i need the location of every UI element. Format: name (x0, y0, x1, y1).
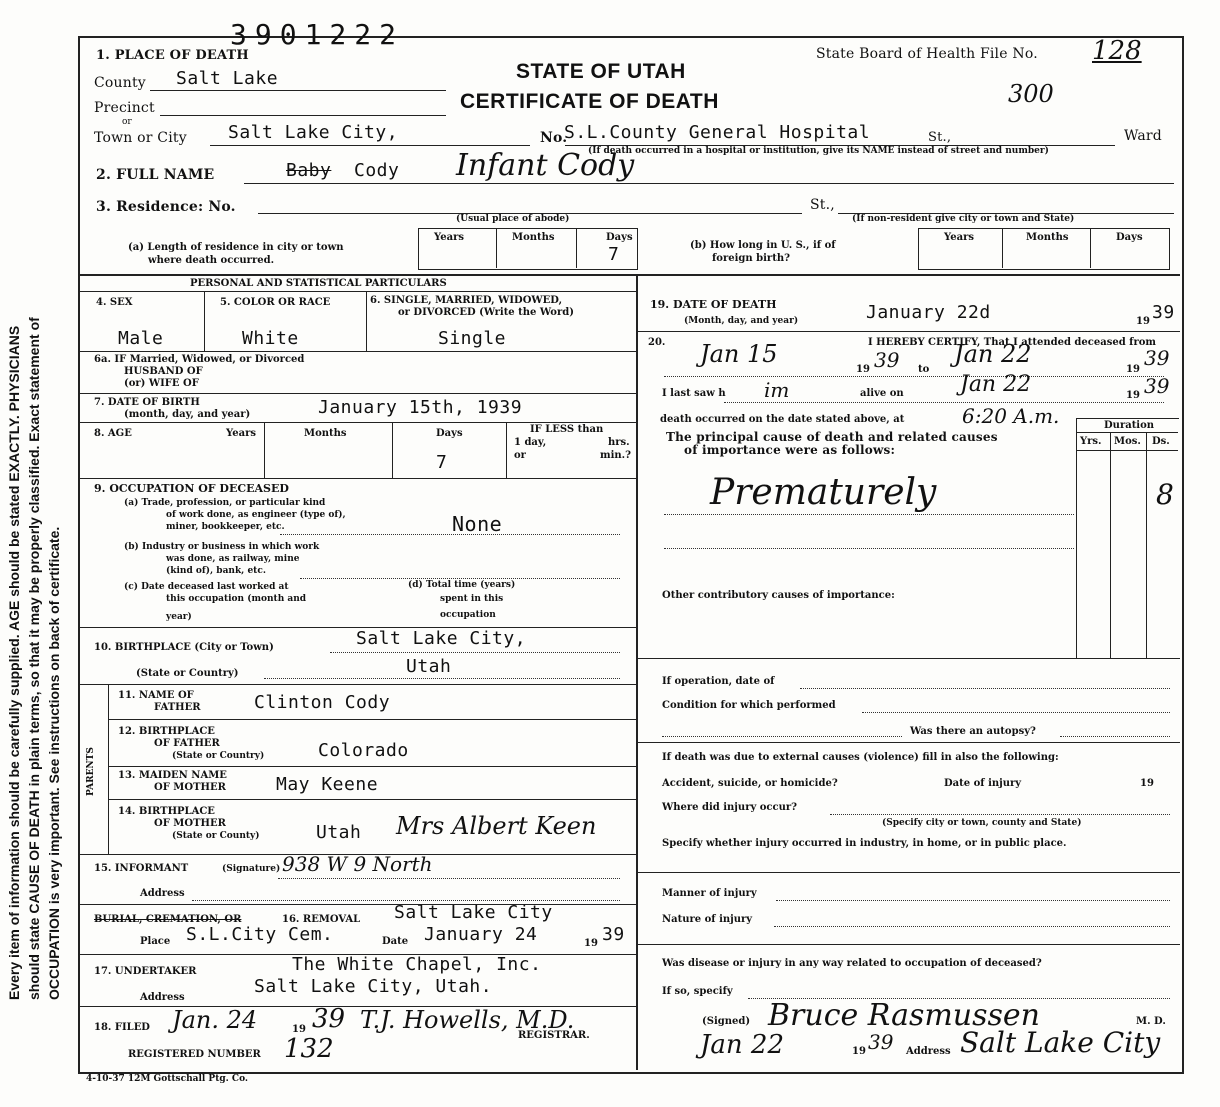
age-years-label: Years (226, 428, 257, 439)
age-days-value: 7 (436, 452, 448, 473)
attended-from-year-prefix: 19 (856, 364, 870, 375)
occupation-c-3: year) (166, 612, 192, 622)
print-line: 4-10-37 12M Gottschall Ptg. Co. (86, 1074, 249, 1084)
filed-year-prefix: 19 (292, 1024, 306, 1035)
burial-place-value: S.L.City Cem. (186, 924, 334, 945)
alive-date: Jan 22 (960, 372, 1032, 397)
mother-label: 13. MAIDEN NAME (118, 770, 227, 781)
hospital-value: S.L.County General Hospital (564, 122, 871, 143)
length-residence-label-b: where death occurred. (148, 255, 275, 266)
mother-value: May Keene (276, 774, 379, 795)
father-value: Clinton Cody (254, 692, 391, 713)
alive-label: alive on (860, 388, 904, 399)
foreign-birth-label-b: foreign birth? (712, 253, 790, 264)
occupation-c-2: this occupation (month and (166, 594, 307, 604)
undertaker-label: 17. UNDERTAKER (94, 966, 197, 977)
mother-bp-label: 14. BIRTHPLACE (118, 806, 215, 817)
physician-signature: Bruce Rasmussen (768, 998, 1040, 1033)
mother-bp-value: Utah (316, 822, 362, 843)
date-of-death-sublabel: (Month, day, and year) (684, 316, 799, 326)
foreign-birth-label: (b) How long in U. S., if of (690, 240, 836, 251)
informant-address-value: 938 W 9 North (282, 852, 433, 876)
occupation-a-2: of work done, as engineer (type of), (166, 510, 346, 520)
undertaker-value: The White Chapel, Inc. (292, 954, 542, 975)
residence-st-label: St., (810, 197, 835, 213)
cause-label: The principal cause of death and related causes (666, 430, 998, 444)
personal-section-title: PERSONAL AND STATISTICAL PARTICULARS (190, 278, 447, 289)
last-saw-value: im (764, 378, 790, 402)
mother-bp-label-b: OF MOTHER (154, 818, 226, 829)
reg-number-label: REGISTERED NUMBER (128, 1049, 261, 1060)
hospital-note: (If death occurred in a hospital or institution, give its NAME instead of street and number) (588, 146, 1049, 156)
occupation-d-3: occupation (440, 610, 496, 620)
mother-label-b: OF MOTHER (154, 782, 226, 793)
county-label: County (94, 75, 146, 91)
burial-label-struck: BURIAL, CREMATION, OR (94, 914, 242, 925)
informant-address-label: Address (140, 888, 185, 899)
informant-label: 15. INFORMANT (94, 863, 189, 874)
age-label: 8. AGE (94, 428, 132, 439)
no-label: No. (540, 130, 568, 146)
registrar-signature: T.J. Howells, M.D. (360, 1006, 575, 1034)
date-of-death-label: 19. DATE OF DEATH (650, 298, 777, 311)
attended-to-year-prefix: 19 (1126, 364, 1140, 375)
or-small-label: or (514, 450, 526, 461)
birthplace-label: 10. BIRTHPLACE (City or Town) (94, 642, 274, 653)
one-day-label: 1 day, (514, 437, 547, 448)
cause-value: Prematurely (710, 472, 937, 513)
undertaker-address-label: Address (140, 992, 185, 1003)
ward-label: Ward (1124, 128, 1162, 144)
occupation-a-1: (a) Trade, profession, or particular kind (124, 498, 326, 508)
side-instruction-2: should state CAUSE OF DEATH in plain terms, so that it may be properly classified. Exact statement of (26, 317, 42, 1000)
father-bp-value: Colorado (318, 740, 409, 761)
alive-year-prefix: 19 (1126, 390, 1140, 401)
husband-label: HUSBAND OF (124, 366, 203, 377)
min-label: min.? (600, 450, 631, 461)
father-label-b: FATHER (154, 702, 201, 713)
hrs-label: hrs. (608, 437, 630, 448)
burial-value: Salt Lake City (394, 902, 553, 923)
res-days-header: Days (606, 232, 633, 243)
informant-signature-label: (Signature) (222, 864, 281, 874)
alive-year: 39 (1144, 374, 1170, 398)
physician-address-label: Address (906, 1046, 951, 1057)
occupation-value: None (452, 512, 503, 536)
state-file-number: 128 (1092, 36, 1142, 66)
undertaker-address-value: Salt Lake City, Utah. (254, 976, 493, 997)
informant-signature: Mrs Albert Keen (396, 812, 597, 840)
marital-label: 6. SINGLE, MARRIED, WIDOWED, (370, 295, 563, 306)
duration-yrs: Yrs. (1080, 436, 1102, 447)
date-of-death-value: January 22d (866, 302, 991, 323)
state-file-label: State Board of Health File No. (816, 46, 1038, 62)
full-name-handwritten: Infant Cody (456, 148, 635, 183)
street-label: St., (928, 130, 952, 145)
death-time-value: 6:20 A.m. (962, 404, 1060, 428)
wife-label: (or) WIFE OF (124, 378, 199, 389)
duration-ds: Ds. (1152, 436, 1170, 447)
signed-label: (Signed) (702, 1016, 751, 1027)
disease-related-label: Was disease or injury in any way related to occupation of deceased? (662, 958, 1042, 969)
attended-from-year: 39 (874, 348, 900, 372)
attended-to-label: to (918, 364, 930, 375)
manner-label: Manner of injury (662, 888, 757, 899)
date-of-death-year: 39 (1152, 302, 1175, 323)
autopsy-label: Was there an autopsy? (910, 726, 1036, 737)
duration-mos: Mos. (1114, 436, 1141, 447)
occupation-b-3: (kind of), bank, etc. (166, 566, 266, 576)
dob-label: 7. DATE OF BIRTH (94, 397, 200, 408)
burial-year: 39 (602, 924, 625, 945)
marital-value: Single (438, 328, 507, 349)
nonresident-note: (If non-resident give city or town and State) (852, 214, 1075, 224)
occupation-label: 9. OCCUPATION OF DECEASED (94, 482, 289, 495)
birthplace-state: Utah (406, 656, 452, 677)
last-saw-label: I last saw h (662, 388, 726, 399)
filed-label: 18. FILED (94, 1022, 150, 1033)
burial-place-label: Place (140, 936, 171, 947)
side-instruction-1: Every item of information should be carefully supplied. AGE should be stated EXACTLY. PHYSICIANS (6, 325, 22, 1000)
color-label: 5. COLOR OR RACE (220, 297, 331, 308)
parents-side-label: PARENTS (86, 747, 96, 796)
res-days-value: 7 (608, 244, 620, 265)
certify-num: 20. (648, 337, 666, 348)
mother-bp-label-c: (State or County) (172, 831, 260, 841)
us-months-header: Months (1026, 232, 1069, 243)
occupation-a-3: miner, bookkeeper, etc. (166, 522, 285, 532)
dob-value: January 15th, 1939 (318, 397, 523, 418)
burial-date-label: Date (382, 936, 409, 947)
specify-injury-label: Specify whether injury occurred in industry, in home, or in public place. (662, 838, 1067, 849)
full-name-label: 2. FULL NAME (96, 167, 215, 183)
age-months-label: Months (304, 428, 347, 439)
filed-year: 39 (312, 1004, 346, 1034)
sex-label: 4. SEX (96, 297, 133, 308)
occupation-b-2: was done, as railway, mine (166, 554, 300, 564)
signed-year-prefix: 19 (852, 1046, 866, 1057)
cause-label-b: of importance were as follows: (684, 443, 896, 457)
registrar-label: REGISTRAR. (518, 1030, 590, 1041)
birthplace-city: Salt Lake City, (356, 628, 527, 649)
county-value: Salt Lake (176, 68, 279, 89)
nature-label: Nature of injury (662, 914, 753, 925)
place-of-death-label: 1. PLACE OF DEATH (96, 48, 249, 63)
res-months-header: Months (512, 232, 555, 243)
signed-date: Jan 22 (700, 1030, 785, 1060)
full-name-struck: Baby (286, 160, 332, 181)
spouse-label: 6a. IF Married, Widowed, or Divorced (94, 354, 305, 365)
dob-sublabel: (month, day, and year) (124, 409, 251, 420)
certificate-title: CERTIFICATE OF DEATH (460, 90, 719, 113)
duration-label: Duration (1104, 420, 1155, 431)
handwritten-number: 300 (1008, 80, 1054, 108)
occupation-c-1: (c) Date deceased last worked at (124, 582, 289, 592)
duration-days-value: 8 (1156, 478, 1174, 511)
accident-label: Accident, suicide, or homicide? (662, 778, 838, 789)
or-label: or (122, 117, 132, 127)
us-years-header: Years (944, 232, 975, 243)
physician-address-value: Salt Lake City (960, 1026, 1161, 1059)
residence-label: 3. Residence: No. (96, 199, 236, 215)
sex-value: Male (118, 328, 164, 349)
attended-from-date: Jan 15 (700, 340, 778, 368)
usual-place-note: (Usual place of abode) (456, 214, 570, 224)
occupation-b-1: (b) Industry or business in which work (124, 542, 320, 552)
attended-to-year: 39 (1144, 346, 1170, 370)
side-instruction-3: OCCUPATION is very important. See instructions on back of certificate. (46, 526, 62, 1000)
attended-to-date: Jan 22 (954, 340, 1032, 368)
birthplace-state-label: (State or Country) (136, 668, 239, 679)
reg-number: 132 (284, 1034, 334, 1064)
filed-date: Jan. 24 (172, 1006, 258, 1034)
death-time-label: death occurred on the date stated above, at (660, 414, 905, 425)
father-label: 11. NAME OF (118, 690, 194, 701)
father-bp-label-b: OF FATHER (154, 738, 220, 749)
where-label: Where did injury occur? (662, 802, 798, 813)
if-so-label: If so, specify (662, 986, 733, 997)
town-value: Salt Lake City, (228, 122, 399, 143)
town-label: Town or City (94, 130, 187, 146)
father-bp-label: 12. BIRTHPLACE (118, 726, 215, 737)
md-label: M. D. (1136, 1016, 1166, 1027)
res-years-header: Years (434, 232, 465, 243)
operation-label: If operation, date of (662, 676, 775, 687)
external-causes-label: If death was due to external causes (violence) fill in also the following: (662, 752, 1059, 763)
age-days-label: Days (436, 428, 463, 439)
date-of-death-year-prefix: 19 (1136, 316, 1150, 327)
full-name-typed: Cody (354, 160, 400, 181)
burial-year-prefix: 19 (584, 938, 598, 949)
condition-label: Condition for which performed (662, 700, 836, 711)
signed-year: 39 (868, 1030, 894, 1054)
marital-label-b: or DIVORCED (Write the Word) (398, 307, 574, 318)
if-less-label: IF LESS than (530, 424, 604, 435)
precinct-label: Precinct (94, 100, 155, 116)
other-causes-label: Other contributory causes of importance: (662, 590, 895, 601)
occupation-d-1: (d) Total time (years) (408, 580, 516, 590)
stamp-number: 3901222 (230, 18, 405, 51)
certify-text: I HEREBY CERTIFY, That I attended deceased from (868, 337, 1157, 348)
injury-year-prefix: 19 (1140, 778, 1154, 789)
father-bp-label-c: (State or Country) (172, 751, 265, 761)
occupation-d-2: spent in this (440, 594, 504, 604)
length-residence-label: (a) Length of residence in city or town (128, 242, 344, 253)
color-value: White (242, 328, 299, 349)
injury-date-label: Date of injury (944, 778, 1022, 789)
burial-label: 16. REMOVAL (282, 914, 361, 925)
where-note: (Specify city or town, county and State) (882, 818, 1082, 828)
burial-date-value: January 24 (424, 924, 538, 945)
certificate-title-state: STATE OF UTAH (516, 60, 686, 83)
us-days-header: Days (1116, 232, 1143, 243)
